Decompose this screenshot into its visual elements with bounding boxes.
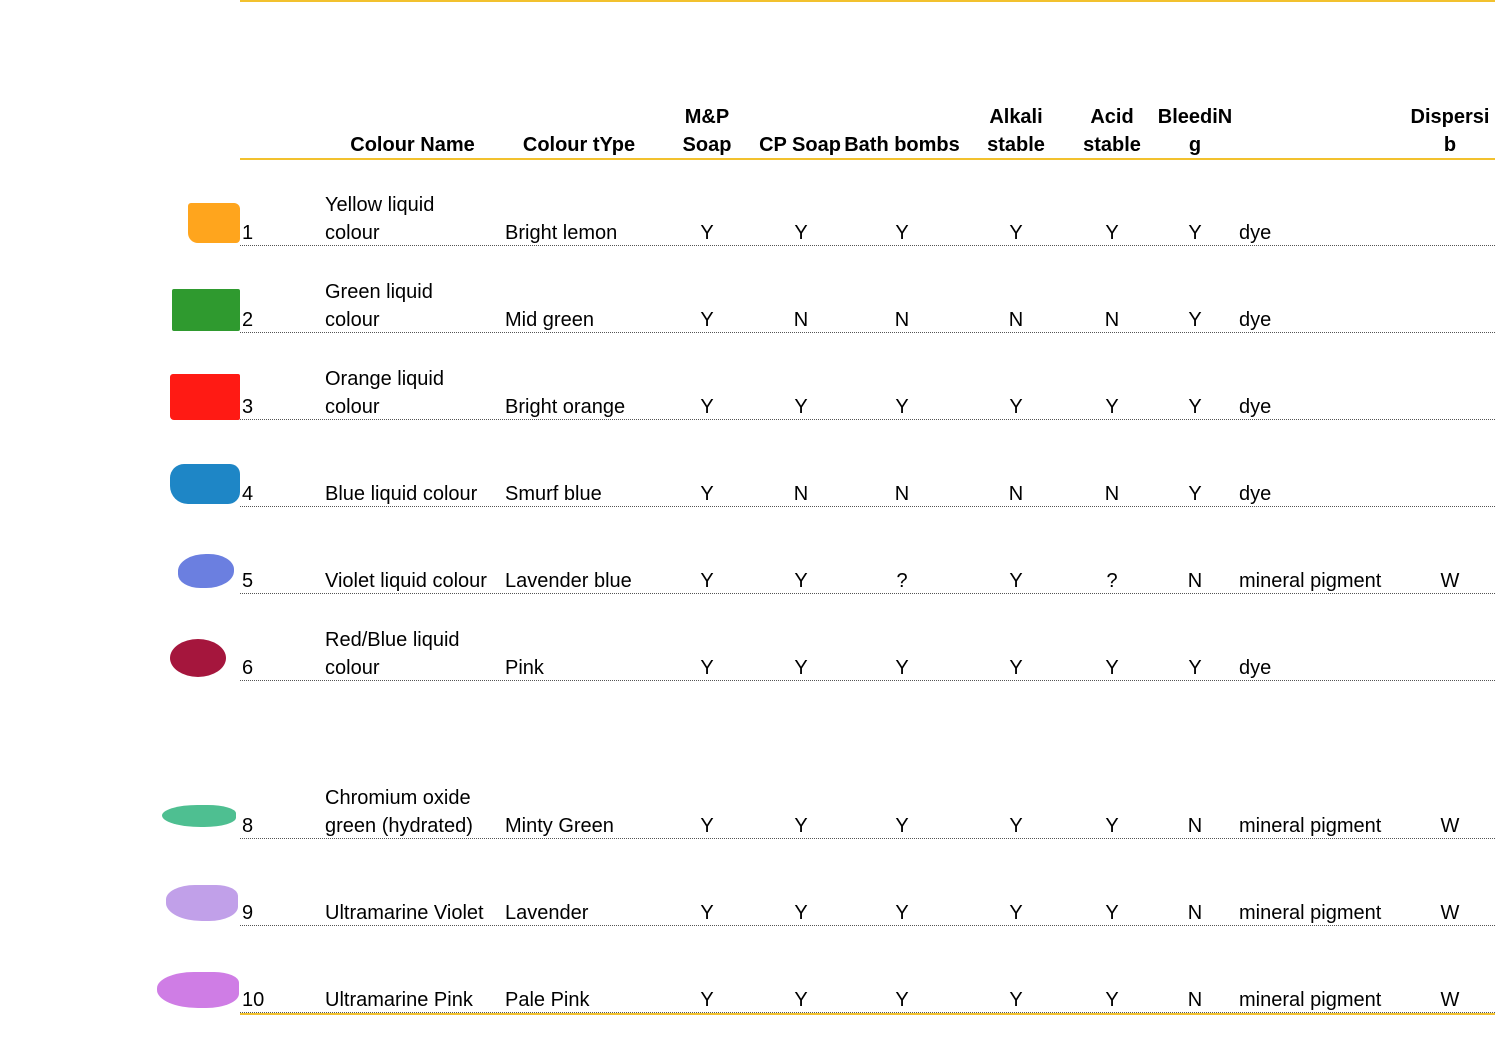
row-number: 3 (242, 396, 254, 418)
acid-stable-value: Y (1105, 902, 1119, 924)
acid-stable-value: Y (1105, 815, 1119, 837)
colour-type: Pale Pink (505, 989, 590, 1011)
acid-stable-value: N (1104, 483, 1120, 505)
colourant-kind: mineral pigment (1239, 570, 1382, 592)
colour-swatch (188, 203, 240, 243)
colourant-kind: dye (1239, 309, 1272, 331)
alkali-stable-value: Y (1009, 222, 1023, 244)
alkali-stable-value: Y (1009, 902, 1023, 924)
colour-name: Green liquid colour (325, 281, 433, 331)
colour-swatch (172, 289, 240, 331)
bleeding-value: Y (1188, 657, 1202, 679)
top-border (240, 0, 1495, 2)
dispersib-value: W (1440, 570, 1460, 592)
colour-swatch (166, 885, 238, 921)
header-cp-soap: CP Soap (759, 134, 841, 156)
colour-type: Smurf blue (505, 483, 602, 505)
acid-stable-value: Y (1105, 222, 1119, 244)
colourant-kind: mineral pigment (1239, 902, 1382, 924)
bottom-border (240, 1013, 1495, 1015)
colour-name: Red/Blue liquid colour (325, 629, 460, 679)
header-bath-bombs: Bath bombs (844, 134, 960, 156)
cp-soap-value: Y (794, 902, 808, 924)
header-underline (240, 158, 1495, 160)
colour-swatch (162, 805, 236, 827)
header-colour-type: Colour tYpe (522, 134, 636, 156)
acid-stable-value: ? (1106, 570, 1118, 592)
alkali-stable-value: Y (1009, 396, 1023, 418)
row-number: 8 (242, 815, 254, 837)
colourant-kind: dye (1239, 483, 1272, 505)
acid-stable-value: N (1104, 309, 1120, 331)
bath-bombs-value: N (894, 483, 910, 505)
cp-soap-value: N (793, 309, 809, 331)
header-alkali-stable: Alkali stable (987, 106, 1045, 156)
dispersib-value: W (1440, 989, 1460, 1011)
colour-swatch (170, 464, 240, 504)
cp-soap-value: Y (794, 657, 808, 679)
mp-soap-value: Y (700, 396, 714, 418)
header-mp-soap: M&P Soap (682, 106, 732, 156)
colourant-kind: mineral pigment (1239, 989, 1382, 1011)
mp-soap-value: Y (700, 815, 714, 837)
bath-bombs-value: Y (895, 396, 909, 418)
dispersib-value: W (1440, 815, 1460, 837)
acid-stable-value: Y (1105, 396, 1119, 418)
mp-soap-value: Y (700, 309, 714, 331)
cp-soap-value: N (793, 483, 809, 505)
colour-type: Lavender (505, 902, 589, 924)
bleeding-value: N (1187, 570, 1203, 592)
header-dispersib: Dispersi b (1410, 106, 1490, 156)
colour-name: Yellow liquid colour (325, 194, 435, 244)
bleeding-value: N (1187, 902, 1203, 924)
colour-name: Blue liquid colour (325, 483, 478, 505)
bath-bombs-value: ? (896, 570, 908, 592)
row-number: 6 (242, 657, 254, 679)
colour-swatch (170, 374, 240, 420)
alkali-stable-value: Y (1009, 989, 1023, 1011)
mp-soap-value: Y (700, 989, 714, 1011)
colour-swatch (178, 554, 234, 588)
bleeding-value: N (1187, 989, 1203, 1011)
mp-soap-value: Y (700, 483, 714, 505)
colour-name: Chromium oxide green (hydrated) (325, 787, 473, 837)
alkali-stable-value: Y (1009, 657, 1023, 679)
alkali-stable-value: N (1008, 483, 1024, 505)
mp-soap-value: Y (700, 222, 714, 244)
row-number: 10 (242, 989, 265, 1011)
mp-soap-value: Y (700, 657, 714, 679)
row-number: 5 (242, 570, 254, 592)
colour-swatch (157, 972, 239, 1008)
cp-soap-value: Y (794, 815, 808, 837)
bath-bombs-value: Y (895, 222, 909, 244)
cp-soap-value: Y (794, 570, 808, 592)
colour-type: Pink (505, 657, 544, 679)
colourant-kind: dye (1239, 396, 1272, 418)
bath-bombs-value: Y (895, 902, 909, 924)
alkali-stable-value: Y (1009, 570, 1023, 592)
bleeding-value: Y (1188, 483, 1202, 505)
dispersib-value: W (1440, 902, 1460, 924)
bath-bombs-value: Y (895, 989, 909, 1011)
bath-bombs-value: Y (895, 815, 909, 837)
acid-stable-value: Y (1105, 989, 1119, 1011)
bleeding-value: Y (1188, 222, 1202, 244)
colour-swatch (170, 639, 226, 677)
cp-soap-value: Y (794, 989, 808, 1011)
colour-name: Ultramarine Violet (325, 902, 484, 924)
bleeding-value: Y (1188, 309, 1202, 331)
colour-name: Orange liquid colour (325, 368, 444, 418)
mp-soap-value: Y (700, 902, 714, 924)
row-number: 2 (242, 309, 254, 331)
cp-soap-value: Y (794, 396, 808, 418)
colour-name: Violet liquid colour (325, 570, 487, 592)
cp-soap-value: Y (794, 222, 808, 244)
bath-bombs-value: Y (895, 657, 909, 679)
colour-type: Bright lemon (505, 222, 618, 244)
colour-type: Bright orange (505, 396, 626, 418)
bleeding-value: Y (1188, 396, 1202, 418)
header-bleeding: BleediN g (1157, 106, 1233, 156)
colour-name: Ultramarine Pink (325, 989, 473, 1011)
bleeding-value: N (1187, 815, 1203, 837)
header-acid-stable: Acid stable (1083, 106, 1141, 156)
bath-bombs-value: N (894, 309, 910, 331)
header-colour-name: Colour Name (350, 134, 475, 156)
row-number: 1 (242, 222, 254, 244)
row-number: 4 (242, 483, 254, 505)
colour-type: Mid green (505, 309, 594, 331)
colour-type: Lavender blue (505, 570, 632, 592)
mp-soap-value: Y (700, 570, 714, 592)
colourant-kind: dye (1239, 657, 1272, 679)
colourant-kind: mineral pigment (1239, 815, 1382, 837)
acid-stable-value: Y (1105, 657, 1119, 679)
colour-type: Minty Green (505, 815, 614, 837)
alkali-stable-value: Y (1009, 815, 1023, 837)
row-number: 9 (242, 902, 254, 924)
colourant-kind: dye (1239, 222, 1272, 244)
alkali-stable-value: N (1008, 309, 1024, 331)
